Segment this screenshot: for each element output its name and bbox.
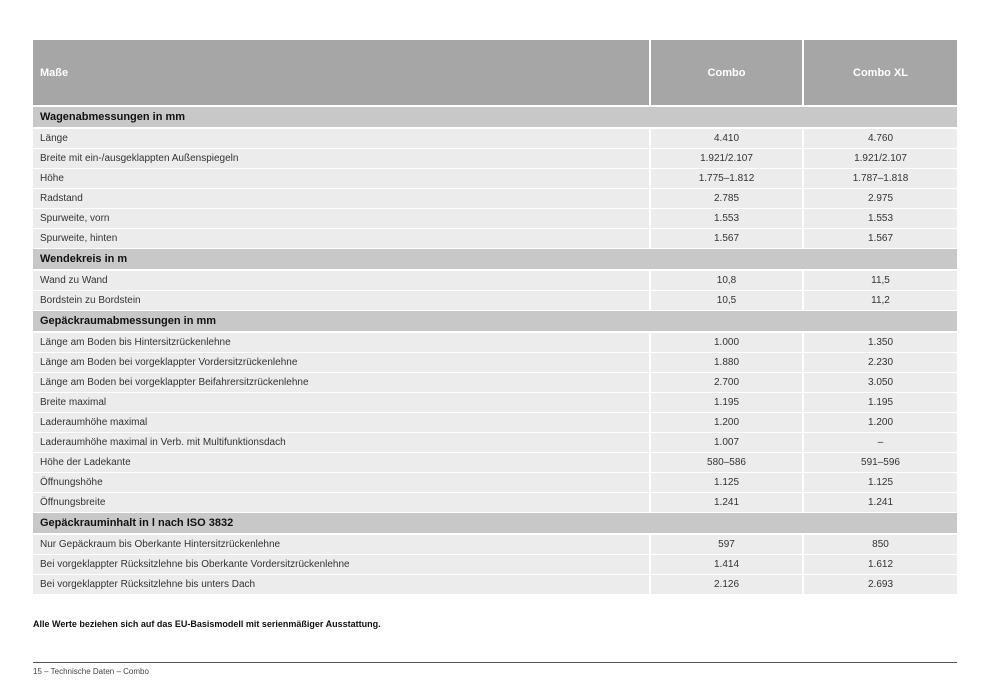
specs-table bbox=[33, 40, 957, 595]
section-title: Wendekreis in m bbox=[33, 248, 957, 270]
value-combo: 4.410 bbox=[650, 128, 803, 148]
row-label: Öffnungsbreite bbox=[33, 492, 650, 512]
section-title: Wagenabmessungen in mm bbox=[33, 106, 957, 128]
value-combo: 10,5 bbox=[650, 290, 803, 310]
table-row bbox=[33, 332, 957, 352]
header-combo-xl: Combo XL bbox=[803, 40, 957, 106]
table-row bbox=[33, 128, 957, 148]
value-combo-xl: 2.693 bbox=[803, 574, 957, 594]
value-combo-xl: 11,5 bbox=[803, 270, 957, 290]
value-combo-xl: 4.760 bbox=[803, 128, 957, 148]
value-combo-xl: 1.787–1.818 bbox=[803, 168, 957, 188]
row-label: Bordstein zu Bordstein bbox=[33, 290, 650, 310]
table-row bbox=[33, 352, 957, 372]
table-row bbox=[33, 412, 957, 432]
table-row bbox=[33, 452, 957, 472]
row-label: Laderaumhöhe maximal in Verb. mit Multifunktionsdach bbox=[33, 432, 650, 452]
table-row bbox=[33, 290, 957, 310]
table-row bbox=[33, 188, 957, 208]
table-row bbox=[33, 168, 957, 188]
row-label: Länge bbox=[33, 128, 650, 148]
value-combo: 1.414 bbox=[650, 554, 803, 574]
row-label: Länge am Boden bis Hintersitzrückenlehne bbox=[33, 332, 650, 352]
row-label: Breite mit ein-/ausgeklappten Außenspiegeln bbox=[33, 148, 650, 168]
row-label: Höhe der Ladekante bbox=[33, 452, 650, 472]
page-footer: 15 – Technische Daten – Combo bbox=[33, 667, 149, 676]
row-label: Länge am Boden bei vorgeklappter Vordersitzrückenlehne bbox=[33, 352, 650, 372]
value-combo-xl: 1.195 bbox=[803, 392, 957, 412]
value-combo: 1.200 bbox=[650, 412, 803, 432]
value-combo-xl: 1.553 bbox=[803, 208, 957, 228]
section-row bbox=[33, 248, 957, 270]
table-header bbox=[33, 40, 957, 106]
value-combo-xl: 2.975 bbox=[803, 188, 957, 208]
table-row bbox=[33, 554, 957, 574]
value-combo-xl: 11,2 bbox=[803, 290, 957, 310]
value-combo: 1.125 bbox=[650, 472, 803, 492]
section-title: Gepäckraumabmessungen in mm bbox=[33, 310, 957, 332]
header-dimensions: Maße bbox=[33, 40, 650, 106]
table-row bbox=[33, 574, 957, 594]
value-combo: 597 bbox=[650, 534, 803, 554]
row-label: Bei vorgeklappter Rücksitzlehne bis Oberkante Vordersitzrückenlehne bbox=[33, 554, 650, 574]
row-label: Länge am Boden bei vorgeklappter Beifahrersitzrückenlehne bbox=[33, 372, 650, 392]
header-combo: Combo bbox=[650, 40, 803, 106]
value-combo: 580–586 bbox=[650, 452, 803, 472]
row-label: Wand zu Wand bbox=[33, 270, 650, 290]
row-label: Breite maximal bbox=[33, 392, 650, 412]
value-combo: 1.775–1.812 bbox=[650, 168, 803, 188]
table-row bbox=[33, 148, 957, 168]
value-combo: 1.000 bbox=[650, 332, 803, 352]
row-label: Spurweite, vorn bbox=[33, 208, 650, 228]
table-row bbox=[33, 270, 957, 290]
table-row bbox=[33, 392, 957, 412]
value-combo-xl: 1.125 bbox=[803, 472, 957, 492]
value-combo-xl: 1.350 bbox=[803, 332, 957, 352]
value-combo-xl: 1.200 bbox=[803, 412, 957, 432]
table-body bbox=[33, 106, 957, 594]
value-combo-xl: 3.050 bbox=[803, 372, 957, 392]
row-label: Laderaumhöhe maximal bbox=[33, 412, 650, 432]
value-combo: 1.567 bbox=[650, 228, 803, 248]
row-label: Radstand bbox=[33, 188, 650, 208]
header-row bbox=[33, 40, 957, 106]
value-combo: 1.921/2.107 bbox=[650, 148, 803, 168]
value-combo-xl: 850 bbox=[803, 534, 957, 554]
value-combo: 1.553 bbox=[650, 208, 803, 228]
value-combo-xl: 1.567 bbox=[803, 228, 957, 248]
row-label: Höhe bbox=[33, 168, 650, 188]
table-row bbox=[33, 372, 957, 392]
footer-divider bbox=[33, 662, 957, 663]
value-combo-xl: 1.241 bbox=[803, 492, 957, 512]
table-row bbox=[33, 208, 957, 228]
table-row bbox=[33, 534, 957, 554]
value-combo-xl: 1.612 bbox=[803, 554, 957, 574]
value-combo-xl: 591–596 bbox=[803, 452, 957, 472]
value-combo-xl: 2.230 bbox=[803, 352, 957, 372]
table-row bbox=[33, 472, 957, 492]
value-combo: 2.785 bbox=[650, 188, 803, 208]
footnote: Alle Werte beziehen sich auf das EU-Basismodell mit serienmäßiger Ausstattung. bbox=[33, 619, 381, 629]
row-label: Spurweite, hinten bbox=[33, 228, 650, 248]
value-combo: 1.241 bbox=[650, 492, 803, 512]
section-row bbox=[33, 512, 957, 534]
value-combo-xl: 1.921/2.107 bbox=[803, 148, 957, 168]
row-label: Bei vorgeklappter Rücksitzlehne bis unters Dach bbox=[33, 574, 650, 594]
specs-table-container bbox=[33, 40, 957, 595]
row-label: Nur Gepäckraum bis Oberkante Hintersitzrückenlehne bbox=[33, 534, 650, 554]
table-row bbox=[33, 228, 957, 248]
row-label: Öffnungshöhe bbox=[33, 472, 650, 492]
table-row bbox=[33, 432, 957, 452]
section-row bbox=[33, 310, 957, 332]
value-combo-xl: – bbox=[803, 432, 957, 452]
value-combo: 2.700 bbox=[650, 372, 803, 392]
section-title: Gepäckrauminhalt in l nach ISO 3832 bbox=[33, 512, 957, 534]
value-combo: 1.195 bbox=[650, 392, 803, 412]
value-combo: 1.880 bbox=[650, 352, 803, 372]
section-row bbox=[33, 106, 957, 128]
value-combo: 2.126 bbox=[650, 574, 803, 594]
value-combo: 1.007 bbox=[650, 432, 803, 452]
value-combo: 10,8 bbox=[650, 270, 803, 290]
table-row bbox=[33, 492, 957, 512]
